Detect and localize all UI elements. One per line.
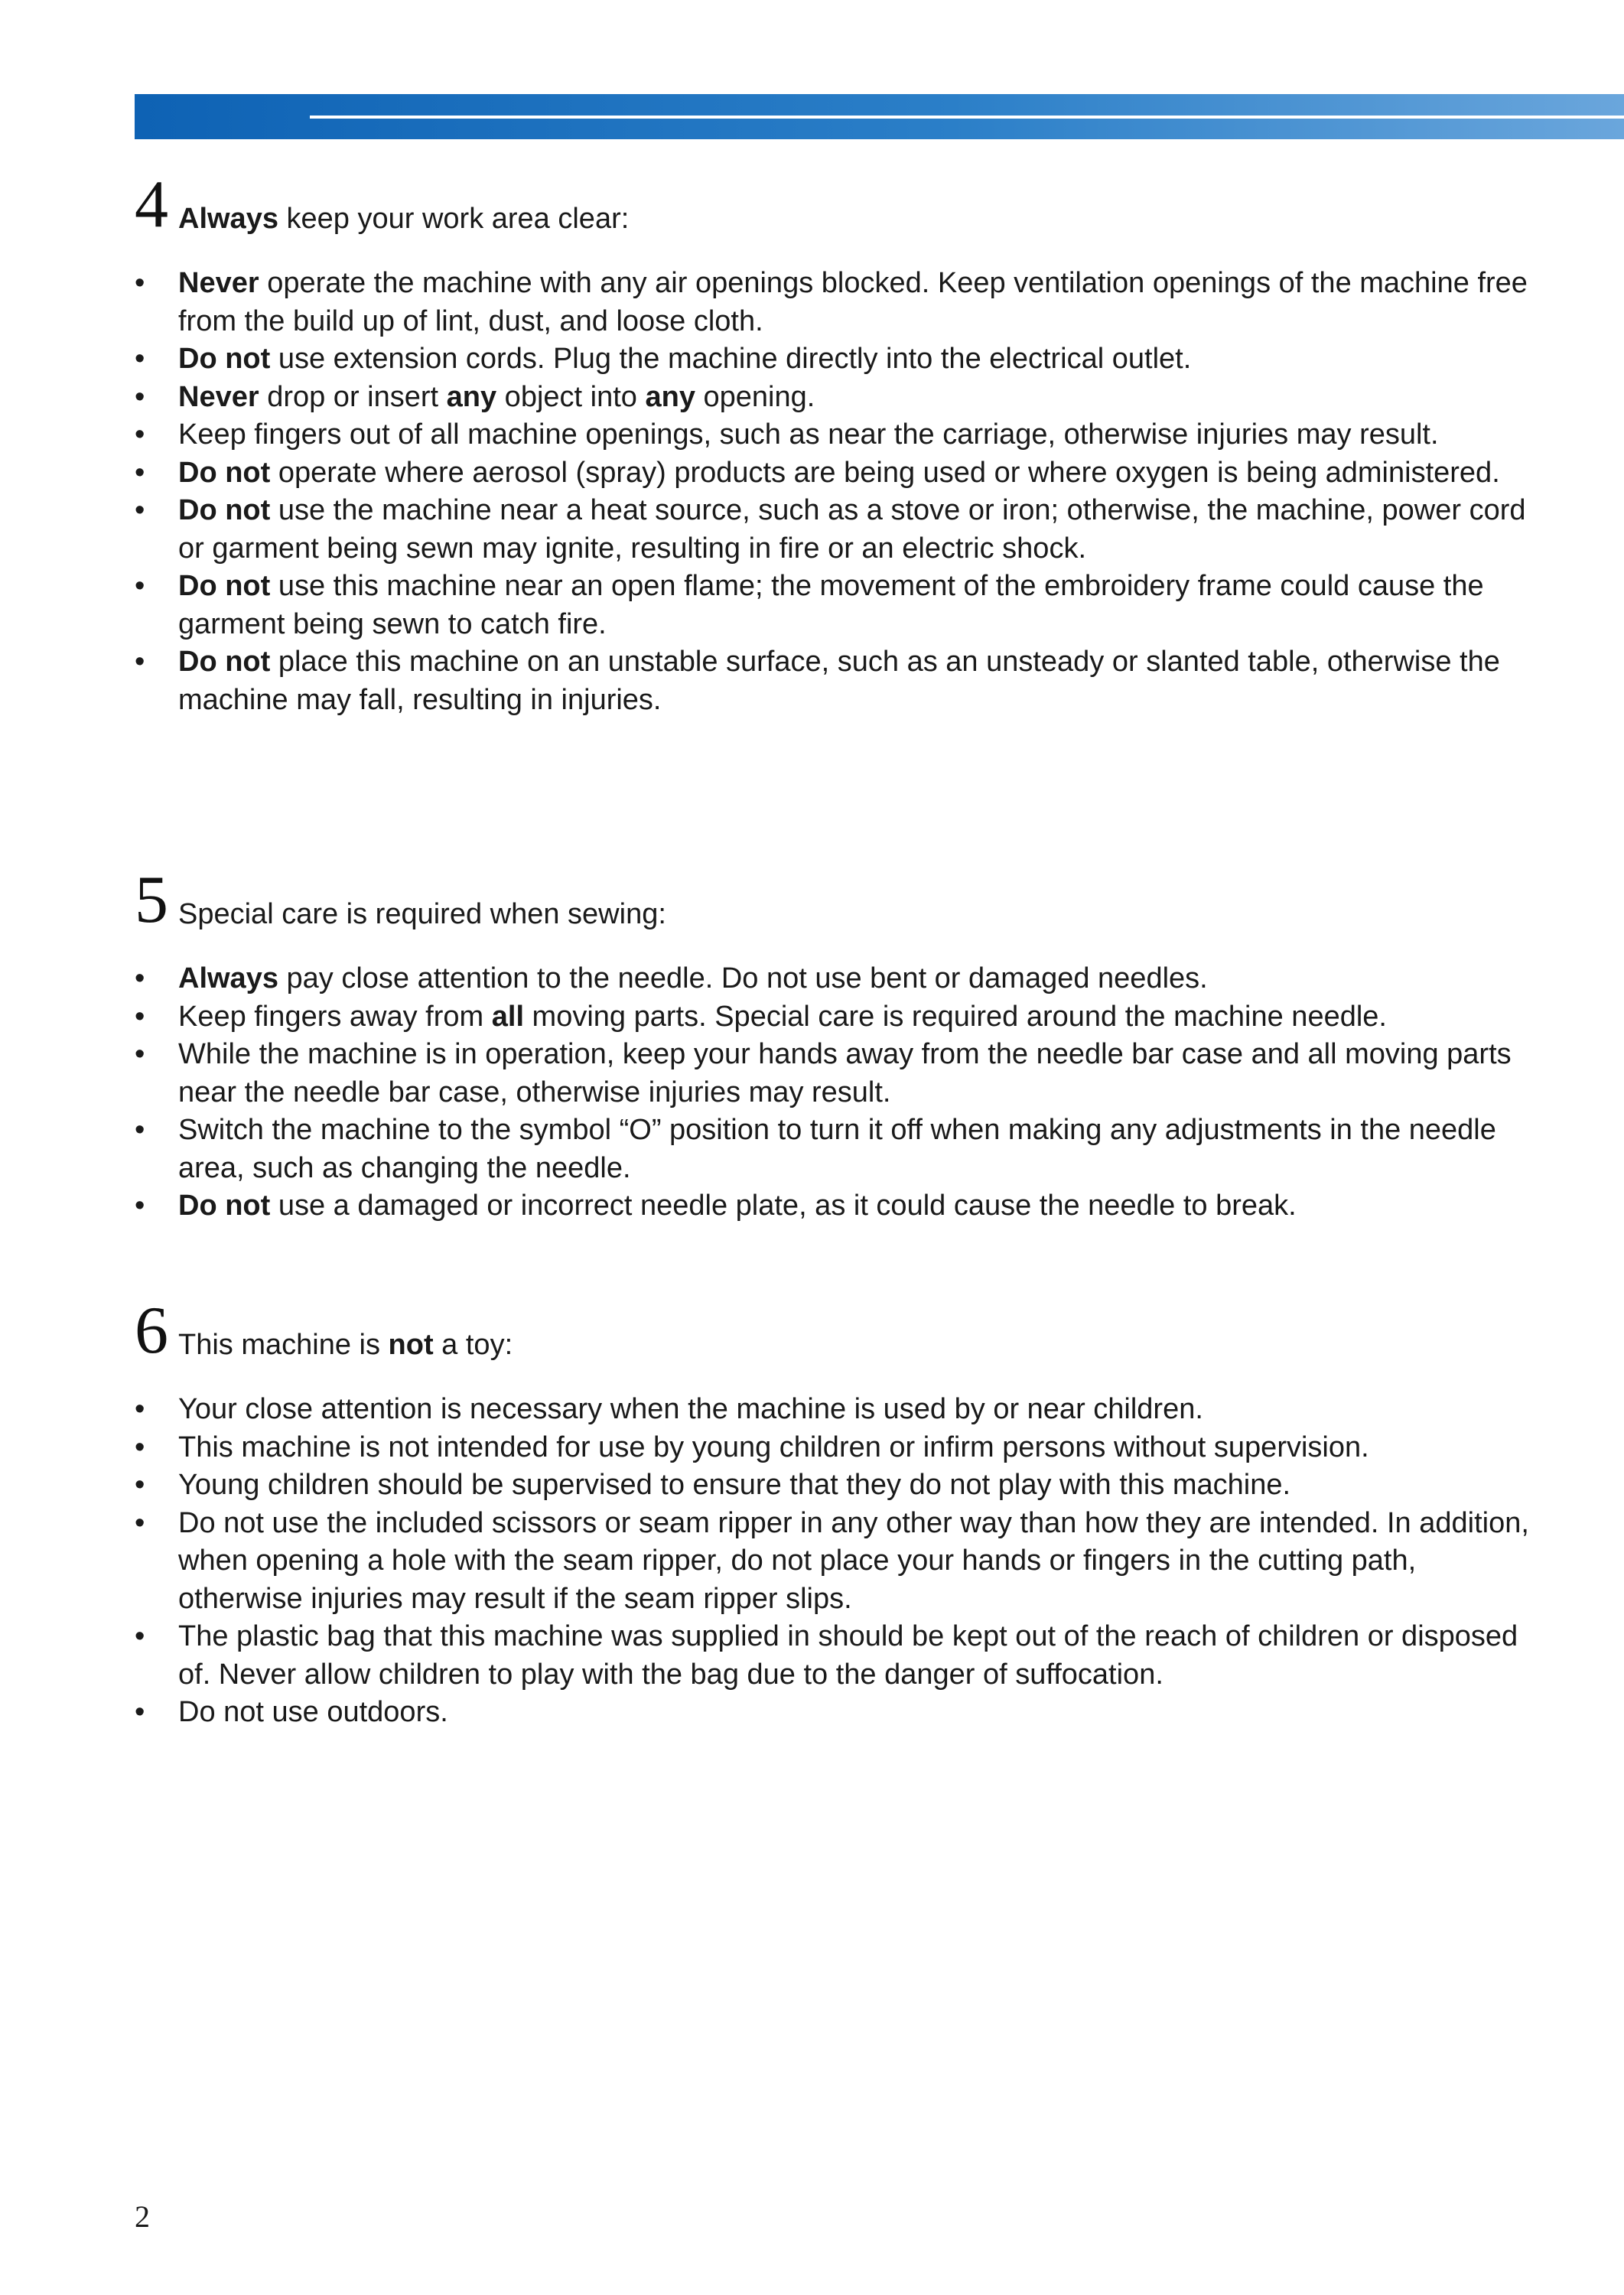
header-band <box>135 94 1624 139</box>
text-run: Switch the machine to the symbol “O” position to turn it off when making any adjustments in the needle area, such as changing the needle. <box>178 1114 1496 1184</box>
list-item <box>135 1505 1542 1619</box>
text-run: Special care is required when sewing: <box>178 898 666 930</box>
list-item <box>135 643 1542 719</box>
list-item <box>135 998 1542 1037</box>
emphasis-text: not <box>388 1329 434 1361</box>
text-run: a toy: <box>433 1329 513 1361</box>
text-run: Do not use the included scissors or seam ripper in any other way than how they are intended. In addition, when opening a hole with the seam ripper, do not place your hands or fingers in the cutting path, otherwise injuries may result if the seam ripper slips. <box>178 1506 1529 1615</box>
section-heading <box>135 861 1542 937</box>
emphasis-text: any <box>446 380 497 413</box>
text-run: Keep fingers away from <box>178 1000 492 1033</box>
text-run: use a damaged or incorrect needle plate, as it could cause the needle to break. <box>270 1190 1297 1222</box>
list-item <box>135 1036 1542 1112</box>
text-run: use this machine near an open flame; the movement of the embroidery frame could cause the garment being sewn to catch fire. <box>178 570 1484 640</box>
list-item <box>135 416 1542 454</box>
text-run: object into <box>496 380 646 413</box>
list-item <box>135 454 1542 493</box>
text-run: Young children should be supervised to ensure that they do not play with this machine. <box>178 1469 1291 1501</box>
list-item <box>135 492 1542 568</box>
list-item <box>135 1187 1542 1226</box>
bullet-list <box>135 960 1542 1226</box>
section-title <box>178 203 629 234</box>
text-run: keep your work area clear: <box>278 203 630 235</box>
text-run: Your close attention is necessary when the machine is used by or near children. <box>178 1393 1203 1425</box>
section-number: 4 <box>135 168 168 242</box>
text-run: Keep fingers out of all machine openings, such as near the carriage, otherwise injuries may result. <box>178 418 1439 451</box>
list-item <box>135 265 1542 340</box>
emphasis-text: Do not <box>178 1190 271 1222</box>
bullet-list <box>135 1391 1542 1732</box>
section-title <box>178 1330 513 1360</box>
list-item <box>135 568 1542 643</box>
section-heading <box>135 165 1542 242</box>
text-run: use extension cords. Plug the machine directly into the electrical outlet. <box>270 343 1192 375</box>
list-item <box>135 1467 1542 1505</box>
list-item <box>135 1391 1542 1429</box>
text-run: operate the machine with any air openings blocked. Keep ventilation openings of the machine free from the build up of lint, dust, and loose cloth. <box>178 267 1528 337</box>
text-run: While the machine is in operation, keep your hands away from the needle bar case and all moving parts near the needle bar case, otherwise injuries may result. <box>178 1038 1512 1108</box>
list-item <box>135 1112 1542 1187</box>
emphasis-text: Do not <box>178 343 271 375</box>
section-number: 5 <box>135 863 168 937</box>
text-run: The plastic bag that this machine was supplied in should be kept out of the reach of children or disposed of. Never allow children to play with the bag due to the danger of suffocation. <box>178 1620 1518 1691</box>
page-number: 2 <box>135 2199 150 2234</box>
section-heading <box>135 1291 1542 1368</box>
list-item <box>135 379 1542 417</box>
list-item <box>135 1694 1542 1732</box>
section-title <box>178 899 666 929</box>
text-run: opening. <box>695 380 815 413</box>
emphasis-text: Never <box>178 267 259 299</box>
text-run: operate where aerosol (spray) products are being used or where oxygen is being administered. <box>270 456 1500 489</box>
emphasis-text: all <box>491 1000 524 1033</box>
text-run: drop or insert <box>259 380 447 413</box>
list-item <box>135 1429 1542 1467</box>
list-item <box>135 960 1542 998</box>
emphasis-text: Always <box>178 203 278 235</box>
emphasis-text: Do not <box>178 646 271 678</box>
text-run: moving parts. Special care is required around the machine needle. <box>524 1000 1387 1033</box>
emphasis-text: Do not <box>178 456 271 489</box>
bullet-list <box>135 265 1542 719</box>
emphasis-text: Always <box>178 962 278 994</box>
text-run: place this machine on an unstable surface, such as an unsteady or slanted table, otherwise the machine may fall, resulting in injuries. <box>178 646 1500 716</box>
text-run: pay close attention to the needle. Do not use bent or damaged needles. <box>278 962 1208 994</box>
list-item <box>135 1618 1542 1694</box>
emphasis-text: any <box>645 380 695 413</box>
section-sewing-care <box>135 861 1542 1226</box>
text-run: Do not use outdoors. <box>178 1696 448 1728</box>
emphasis-text: Do not <box>178 570 271 602</box>
header-rule <box>310 116 1624 119</box>
section-work-area <box>135 165 1542 719</box>
emphasis-text: Do not <box>178 494 271 526</box>
section-not-a-toy <box>135 1291 1542 1732</box>
emphasis-text: Never <box>178 380 259 413</box>
list-item <box>135 340 1542 379</box>
text-run: This machine is <box>178 1329 389 1361</box>
section-number: 6 <box>135 1294 168 1368</box>
text-run: This machine is not intended for use by young children or infirm persons without supervision. <box>178 1431 1369 1463</box>
text-run: use the machine near a heat source, such as a stove or iron; otherwise, the machine, power cord or garment being sewn may ignite, resulting in fire or an electric shock. <box>178 494 1526 565</box>
